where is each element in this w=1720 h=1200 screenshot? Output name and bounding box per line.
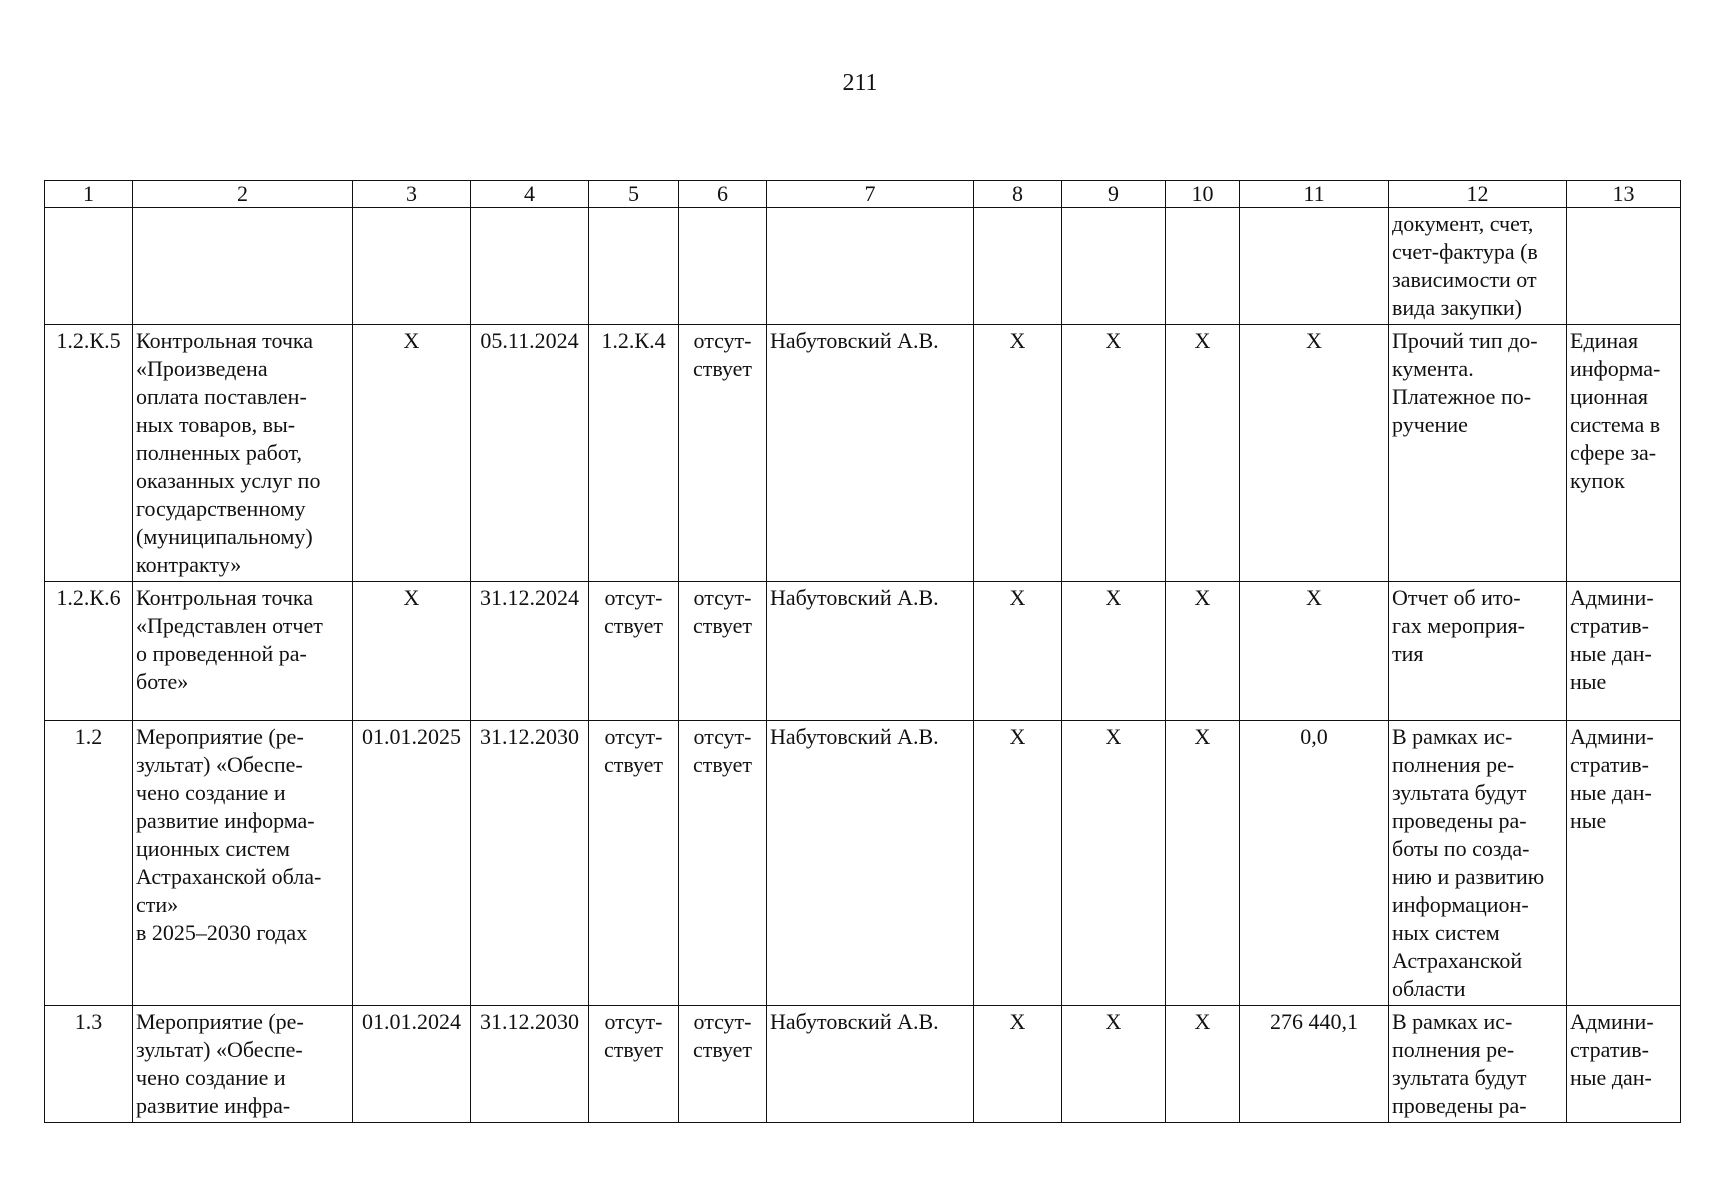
cell-col8: X — [974, 325, 1062, 582]
cell-amount: X — [1240, 325, 1389, 582]
cell-responsible: Набутовский А.В. — [767, 582, 974, 721]
cell-source: Админи- стратив- ные дан- — [1567, 1006, 1681, 1123]
cell-col9: X — [1062, 582, 1166, 721]
cell-col9 — [1062, 208, 1166, 325]
measures-table — [44, 180, 1681, 1123]
header-row — [45, 181, 1681, 208]
cell-end-date: 05.11.2024 — [471, 325, 589, 582]
column-header: 2 — [133, 181, 353, 208]
cell-responsible — [767, 208, 974, 325]
column-header: 12 — [1389, 181, 1567, 208]
cell-amount: 276 440,1 — [1240, 1006, 1389, 1123]
cell-end-date — [471, 208, 589, 325]
table-row — [45, 721, 1681, 1006]
cell-predecessor: отсут- ствует — [589, 582, 679, 721]
table-row — [45, 208, 1681, 325]
cell-successor: отсут- ствует — [679, 582, 767, 721]
cell-name: Контрольная точка «Произведена оплата поставлен- ных товаров, вы- полненных работ, оказанных услуг по государственному (муниципальному) контракту» — [133, 325, 353, 582]
column-header: 9 — [1062, 181, 1166, 208]
cell-start-date: X — [353, 582, 471, 721]
cell-col10: X — [1166, 325, 1240, 582]
cell-predecessor: отсут- ствует — [589, 721, 679, 1006]
column-header: 3 — [353, 181, 471, 208]
column-header: 13 — [1567, 181, 1681, 208]
cell-predecessor: 1.2.К.4 — [589, 325, 679, 582]
cell-amount: X — [1240, 582, 1389, 721]
cell-number: 1.3 — [45, 1006, 133, 1123]
cell-start-date: X — [353, 325, 471, 582]
cell-successor: отсут- ствует — [679, 1006, 767, 1123]
column-header: 4 — [471, 181, 589, 208]
cell-successor — [679, 208, 767, 325]
column-header: 7 — [767, 181, 974, 208]
cell-name: Контрольная точка «Представлен отчет о проведенной ра- боте» — [133, 582, 353, 721]
cell-name: Мероприятие (ре- зультат) «Обеспе- чено создание и развитие инфра- — [133, 1006, 353, 1123]
cell-end-date: 31.12.2024 — [471, 582, 589, 721]
cell-source: Админи- стратив- ные дан- ные — [1567, 721, 1681, 1006]
cell-predecessor — [589, 208, 679, 325]
cell-number: 1.2 — [45, 721, 133, 1006]
cell-document: В рамках ис- полнения ре- зультата будут проведены ра- боты по созда- нию и развитию информацион- ных систем Астраханской области — [1389, 721, 1567, 1006]
cell-source — [1567, 208, 1681, 325]
cell-source: Единая информа- ционная система в сфере за- купок — [1567, 325, 1681, 582]
cell-col10: X — [1166, 721, 1240, 1006]
cell-end-date: 31.12.2030 — [471, 1006, 589, 1123]
cell-col10: X — [1166, 1006, 1240, 1123]
cell-name — [133, 208, 353, 325]
cell-col9: X — [1062, 1006, 1166, 1123]
column-header: 6 — [679, 181, 767, 208]
cell-start-date — [353, 208, 471, 325]
cell-responsible: Набутовский А.В. — [767, 325, 974, 582]
column-header: 10 — [1166, 181, 1240, 208]
cell-number: 1.2.К.5 — [45, 325, 133, 582]
cell-col8: X — [974, 582, 1062, 721]
cell-number: 1.2.К.6 — [45, 582, 133, 721]
cell-col10: X — [1166, 582, 1240, 721]
cell-name: Мероприятие (ре- зультат) «Обеспе- чено создание и развитие информа- ционных систем Астраханской обла- сти» в 2025–2030 годах — [133, 721, 353, 1006]
column-header: 5 — [589, 181, 679, 208]
column-header: 1 — [45, 181, 133, 208]
cell-amount — [1240, 208, 1389, 325]
cell-predecessor: отсут- ствует — [589, 1006, 679, 1123]
cell-col8: X — [974, 1006, 1062, 1123]
cell-responsible: Набутовский А.В. — [767, 1006, 974, 1123]
cell-number — [45, 208, 133, 325]
cell-document: документ, счет, счет-фактура (в зависимости от вида закупки) — [1389, 208, 1567, 325]
cell-start-date: 01.01.2025 — [353, 721, 471, 1006]
cell-successor: отсут- ствует — [679, 325, 767, 582]
table-row — [45, 582, 1681, 721]
cell-source: Админи- стратив- ные дан- ные — [1567, 582, 1681, 721]
table-row — [45, 1006, 1681, 1123]
cell-document: В рамках ис- полнения ре- зультата будут проведены ра- — [1389, 1006, 1567, 1123]
cell-col8 — [974, 208, 1062, 325]
cell-successor: отсут- ствует — [679, 721, 767, 1006]
cell-start-date: 01.01.2024 — [353, 1006, 471, 1123]
cell-responsible: Набутовский А.В. — [767, 721, 974, 1006]
column-header: 8 — [974, 181, 1062, 208]
cell-col9: X — [1062, 721, 1166, 1006]
cell-amount: 0,0 — [1240, 721, 1389, 1006]
cell-document: Прочий тип до- кумента. Платежное по- ручение — [1389, 325, 1567, 582]
column-header: 11 — [1240, 181, 1389, 208]
table-row — [45, 325, 1681, 582]
cell-document: Отчет об ито- гах мероприя- тия — [1389, 582, 1567, 721]
cell-end-date: 31.12.2030 — [471, 721, 589, 1006]
cell-col10 — [1166, 208, 1240, 325]
cell-col9: X — [1062, 325, 1166, 582]
cell-col8: X — [974, 721, 1062, 1006]
page-number: 211 — [842, 70, 878, 96]
